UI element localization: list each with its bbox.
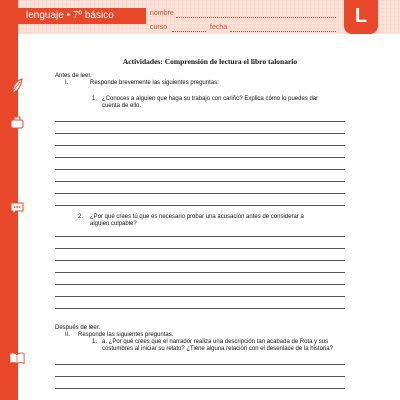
section-1-title: Responde brevemente las siguientes preguntas: [90, 80, 219, 86]
section-2-title: Responde las siguientes preguntas. [78, 332, 174, 338]
answer-line[interactable] [55, 181, 345, 182]
answer-line[interactable] [55, 272, 345, 273]
question-3-number: 1. [92, 339, 98, 345]
section-2-numeral: II. [65, 332, 71, 338]
answer-line[interactable] [55, 205, 345, 206]
answer-line[interactable] [55, 169, 345, 170]
date-label: fecha [210, 24, 228, 31]
name-label: nombre [150, 10, 174, 17]
question-3-line-2: costumbres al iniciar su relato? ¿Tiene alguna relación con el desenlace de la historia? [102, 346, 333, 352]
question-1-line-2: cuenta de ello. [102, 103, 142, 109]
answer-line[interactable] [55, 145, 345, 146]
name-field[interactable] [176, 17, 336, 18]
answer-line[interactable] [55, 388, 345, 389]
ink-pot-icon [9, 114, 25, 130]
before-reading-heading: Antes de leer. [55, 73, 92, 79]
worksheet-title: Actividades: Comprensión de lectura el libro talonario [122, 57, 298, 66]
unit-letter-badge: L [344, 0, 378, 34]
answer-line[interactable] [55, 376, 345, 377]
section-1-numeral: I. [65, 80, 69, 86]
date-field[interactable] [230, 31, 336, 32]
feather-icon [9, 78, 25, 94]
speech-bubble-icon [9, 200, 25, 216]
answer-line[interactable] [55, 364, 345, 365]
course-field[interactable] [172, 31, 206, 32]
question-1-number: 1. [92, 96, 98, 102]
subject-label: lenguaje • 7º básico [18, 8, 146, 24]
answer-line[interactable] [55, 260, 345, 261]
answer-line[interactable] [55, 133, 345, 134]
after-reading-heading: Después de leer. [55, 325, 101, 331]
answer-line[interactable] [55, 121, 345, 122]
question-3-line-1: a. ¿Por qué crees que el narrador realiza una descripción tan acabada de Rota y sus [102, 339, 329, 345]
book-icon [9, 350, 25, 366]
answer-line[interactable] [55, 236, 345, 237]
question-2-line-2: alguien culpable? [90, 221, 137, 227]
answer-line[interactable] [55, 157, 345, 158]
question-2-line-1: ¿Por qué crees tú que es necesario probar una acusación antes de considerar a [90, 214, 304, 220]
answer-line[interactable] [55, 284, 345, 285]
question-1-line-1: ¿Conoces a alguien que haga su trabajo con cariño? Explica cómo lo puedes dar [102, 96, 319, 102]
answer-line[interactable] [55, 308, 345, 309]
course-label: curso [150, 24, 168, 31]
answer-line[interactable] [55, 296, 345, 297]
answer-line[interactable] [55, 193, 345, 194]
answer-line[interactable] [55, 248, 345, 249]
question-2-number: 2. [78, 214, 84, 220]
